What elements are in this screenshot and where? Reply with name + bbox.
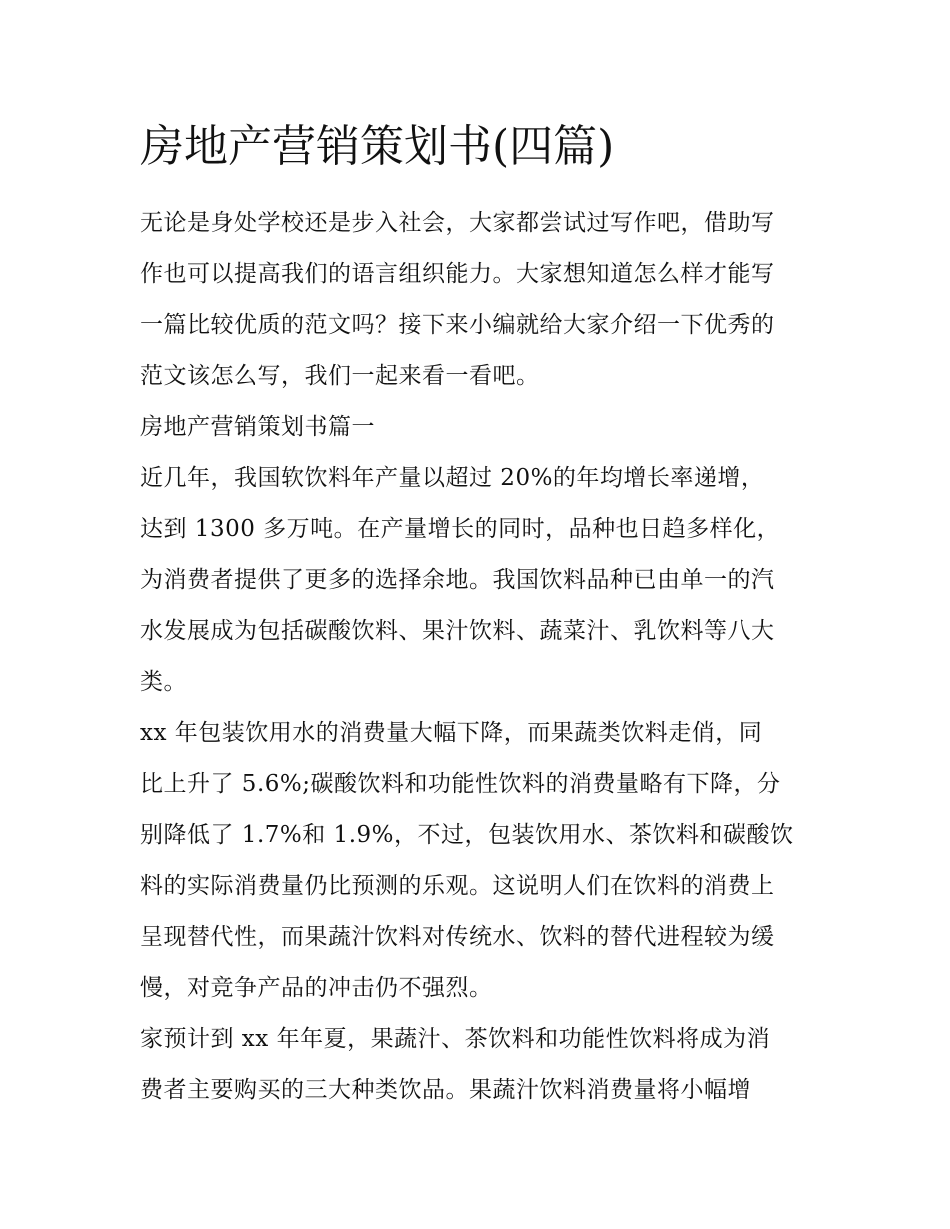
text-line: 达到 1300 多万吨。在产量增长的同时，品种也日趋多样化， [140, 516, 781, 542]
text-line: 慢，对竞争产品的冲击仍不强烈。 [140, 975, 493, 1001]
text-line: 近几年，我国软饮料年产量以超过 20%的年均增长率递增， [140, 465, 765, 491]
text-line: 家预计到 xx 年年夏，果蔬汁、茶饮料和功能性饮料将成为消 [140, 1026, 771, 1052]
text-line: 为消费者提供了更多的选择余地。我国饮料品种已由单一的汽 [140, 567, 775, 593]
document-body [140, 112, 820, 1116]
intro-paragraph [140, 198, 820, 402]
text-line: 别降低了 1.7%和 1.9%，不过，包装饮用水、茶饮料和碳酸饮 [140, 822, 794, 848]
document-title: 房地产营销策划书(四篇) [140, 121, 615, 172]
text-line: 类。 [140, 669, 187, 695]
body-paragraph [140, 708, 820, 1014]
body-paragraph [140, 1014, 820, 1116]
text-line: 比上升了 5.6%;碳酸饮料和功能性饮料的消费量略有下降，分 [140, 771, 781, 797]
text-line: 范文该怎么写，我们一起来看一看吧。 [140, 363, 540, 389]
text-line: 作也可以提高我们的语言组织能力。大家想知道怎么样才能写 [140, 261, 775, 287]
text-line: 一篇比较优质的范文吗？接下来小编就给大家介绍一下优秀的 [140, 312, 775, 338]
text-line: 费者主要购买的三大种类饮品。果蔬汁饮料消费量将小幅增 [140, 1077, 751, 1103]
body-paragraph [140, 453, 820, 708]
text-line: 呈现替代性，而果蔬汁饮料对传统水、饮料的替代进程较为缓 [140, 924, 775, 950]
text-line: 无论是身处学校还是步入社会，大家都尝试过写作吧，借助写 [140, 210, 775, 236]
text-line: 料的实际消费量仍比预测的乐观。这说明人们在饮料的消费上 [140, 873, 775, 899]
text-line: xx 年包装饮用水的消费量大幅下降，而果蔬类饮料走俏，同 [140, 720, 763, 746]
section-heading [140, 402, 820, 453]
text-line: 房地产营销策划书篇一 [140, 414, 375, 440]
text-line: 水发展成为包括碳酸饮料、果汁饮料、蔬菜汁、乳饮料等八大 [140, 618, 775, 644]
